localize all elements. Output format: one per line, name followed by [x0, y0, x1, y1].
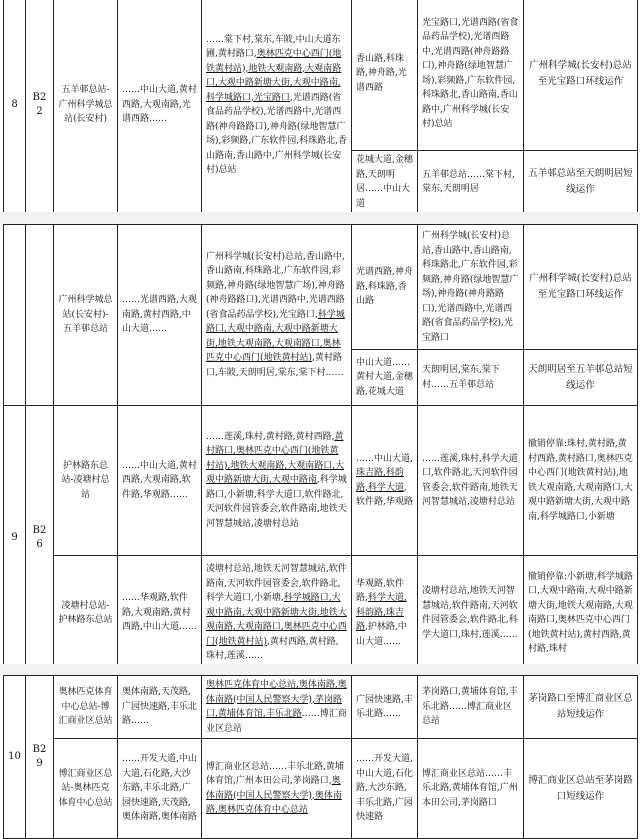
new-stops: 凌塘村总站,地铁天河智慧城站,软件路南,天河软件园管委会,软件路北,科学大道口,珠村,莲溪…… [418, 556, 524, 665]
new-roads: 中山大道……黄村大道,金穗路,花城大道 [352, 350, 418, 406]
route-number: 9 [4, 406, 26, 665]
stops-text: ……博汇商业区总站 [206, 709, 347, 734]
roads-added: 珠吉路,科韵路,科学大道 [356, 468, 404, 493]
stops-text: 博汇商业区总站……丰乐北路,黄埔体育馆,广州本田公司,茅岗路口, [206, 761, 344, 786]
route-table [3, 675, 638, 839]
line-name: B2 9 [26, 676, 54, 839]
plan: 博汇商业区总站至茅岗路口短线运作 [524, 739, 638, 839]
line-name: B2 6 [26, 406, 54, 665]
section-name: 护林路东总站-凌塘村总站 [54, 406, 118, 556]
section-name: 凌塘村总站-护林路东总站 [54, 556, 118, 665]
stops-removed: 黄村路口,奥林匹克中心西门(地铁黄村站),地铁大观南路,大观南路口,大观中路新塘大街,大观中路南 [206, 431, 345, 486]
stops-text: 凌塘村总站,地铁天河智慧城站,软件路南,天河软件园管委会,软件路北,科学大道口,小新塘, [206, 564, 347, 604]
stops-removed: 奥林匹克中心西门(地铁黄村站),地铁大观南路,大观南路口,大观中路新塘大街,大观中路南,科学城路口,光宝路口 [206, 49, 342, 103]
table-row [4, 556, 638, 665]
plan: 茅岗路口至博汇商业区总站短线运作 [524, 676, 638, 739]
route-number: 10 [4, 676, 26, 839]
new-roads [352, 556, 418, 665]
original-roads: 奥体南路,天茂路,广园快速路,丰乐北路…… [118, 676, 202, 739]
roads-text: 华观路,软件路, [356, 578, 404, 604]
original-stops [202, 676, 352, 739]
plan: 撤销停靠:小新塘,科学城路口,大观中路南,大观中路新塘大街,地铁大观南路,大观南路口,奥林匹克中心西门(地铁黄村站),黄村西路,黄村路,珠村 [524, 556, 638, 665]
page-section-route-8 [0, 0, 640, 212]
new-stops: 博汇商业区总站……丰乐北路,黄埔体育馆,广州本田公司,茅岗路口 [418, 739, 524, 839]
new-roads: 光谱西路,神舟路,科珠路,香山路 [352, 225, 418, 350]
new-stops: 五羊邨总站……棠下村,棠东,天朗明居 [418, 151, 524, 213]
roads-text: ,软件路,华观路 [356, 482, 413, 507]
original-stops [202, 225, 352, 406]
plan: 广州科学城(长安村)总站至光宝路口环线运作 [524, 225, 638, 350]
section-name: 奥林匹克体育中心总站-博汇商业区总站 [54, 676, 118, 739]
stops-text: ,黄村西路,黄村路,珠村,莲溪…… [206, 636, 339, 662]
page-section-route-10 [0, 675, 640, 839]
roads-text: ,护林路,中山大道…… [356, 622, 407, 647]
original-stops [202, 739, 352, 839]
original-stops [202, 0, 352, 212]
plan: 五羊邨总站至天朗明居短线运作 [524, 151, 638, 213]
original-roads: ……开发大道,中山大道,石化路,大沙东路,丰乐北路,广园快速路,天茂路,奥体南路,奥体南路 [118, 739, 202, 839]
table-row [4, 0, 638, 151]
stops-text: 广州科学城(长安村)总站,香山路中,香山路南,科珠路北,广东软件园,彩频路,神舟路(绿地智慧广场),神舟路(神舟路路口),光谱西路中,光谱西路(省食品药品学校),光宝路口, [206, 251, 345, 320]
plan: 天朗明居至五羊邨总站短线运作 [524, 350, 638, 406]
page-section-route-9 [0, 224, 640, 664]
table-row [4, 225, 638, 350]
new-stops: 广州科学城(长安村)总站,香山路中,香山路南,科珠路北,广东软件园,彩频路,神舟路(绿地智慧广场),神舟路(神舟路路口),光谱西路中,光谱西路(省食品药品学校),光宝路口 [418, 225, 524, 350]
line-name [26, 225, 54, 406]
table-row [4, 739, 638, 839]
table-row [4, 406, 638, 556]
new-stops: 光宝路口,光谱西路(省食品药品学校),光谱西路中,光谱西路(神舟路路口),神舟路(绿地智慧广场),彩频路,广东软件园,科珠路北,香山路南,香山路中,广州科学城(长安村)总站 [418, 0, 524, 151]
new-roads: 香山路,科珠路,神舟路,光谱西路 [352, 0, 418, 151]
original-stops [202, 406, 352, 556]
stops-removed: 奥体南路(中国人民警察大学),奥体南路,奥林匹克体育中心总站 [206, 776, 342, 815]
stops-removed: 奥林匹克体育中心总站,奥体南路,奥体南路(中国人民警察大学),茅岗路口,黄埔体育馆,丰乐北路 [206, 680, 347, 719]
new-stops: 茅岗路口,黄埔体育馆,丰乐北路……博汇商业区总站 [418, 676, 524, 739]
stops-text: ,光谱西路(省食品药品学校),光谱西路中,光谱西路(神舟路路口),神舟路(绿地智慧广场),彩频路,广东软件园,科珠路北,香山路南,香山路中,广州科学城(长安村)总站 [206, 92, 347, 175]
roads-text: ……中山大道, [356, 453, 413, 464]
original-roads: ……光谱西路,大观南路,黄村西路,中山大道…… [118, 225, 202, 406]
stops-removed: 科学城路口,大观中路南,大观中路新塘大街,地铁大观南路,大观南路口,奥林匹克中心西门(地铁黄村站) [206, 309, 345, 364]
stops-text: ……莲溪,珠村,黄村路,黄村西路, [206, 431, 335, 442]
stops-text: ,黄村路口,车陂,天朗明居,棠东,棠下村…… [206, 353, 344, 378]
section-name: 五羊邨总站-广州科学城总站(长安村) [54, 0, 118, 212]
new-roads: 广园快速路,丰乐北路…… [352, 676, 418, 739]
table-row [4, 676, 638, 739]
route-number [4, 225, 26, 406]
new-stops: ……莲溪,珠村,科学大道口,软件路北,天河软件园管委会,软件路南,地铁天河智慧城站,凌塘村总站 [418, 406, 524, 556]
plan: 广州科学城(长安村)总站至光宝路口环线运作 [524, 0, 638, 151]
original-stops [202, 556, 352, 665]
section-name: 广州科学城总站(长安村)-五羊邨总站 [54, 225, 118, 406]
stops-text: ……棠下村,棠东,车陂,中山大道东圃,黄村路口, [206, 34, 341, 59]
line-name: B2 2 [26, 0, 54, 212]
new-stops: 天朗明居,棠东,棠下村……五羊邨总站 [418, 350, 524, 406]
stops-removed: 科学城路口,大观中路南,大观中路新塘大街,地铁大观南路,大观南路口,奥林匹克中心西门(地铁黄村站) [206, 593, 347, 647]
route-table [3, 0, 638, 212]
original-roads: ……华观路,软件路,大观南路,黄村西路,中山大道…… [118, 556, 202, 665]
stops-text: ,科学城路口,小新塘,科学大道口,软件路北,天河软件园管委会,软件路南,地铁天河智慧城站,凌塘村总站 [206, 475, 347, 529]
route-table [3, 224, 638, 664]
plan: 撤销停靠:珠村,黄村路,黄村西路,黄村路口,奥林匹克中心西门(地铁黄村站),地铁大观南路,大观南路口,大观中路新塘大街,大观中路南,科学城路口,小新塘 [524, 406, 638, 556]
new-roads [352, 406, 418, 556]
original-roads: ……中山大道,黄村西路,大观南路,光谱西路…… [118, 0, 202, 212]
new-roads: 花城大道,金穗路,天朗明居……中山大道 [352, 151, 418, 213]
new-roads: ……开发大道,中山大道,石化路,大沙东路,丰乐北路,广园快速路 [352, 739, 418, 839]
section-name: 博汇商业区总站-奥林匹克体育中心总站 [54, 739, 118, 839]
original-roads: ……中山大道,黄村西路,大观南路,软件路,华观路…… [118, 406, 202, 556]
route-number: 8 [4, 0, 26, 212]
roads-added: 科学大道,科韵路,珠吉路 [356, 593, 407, 633]
